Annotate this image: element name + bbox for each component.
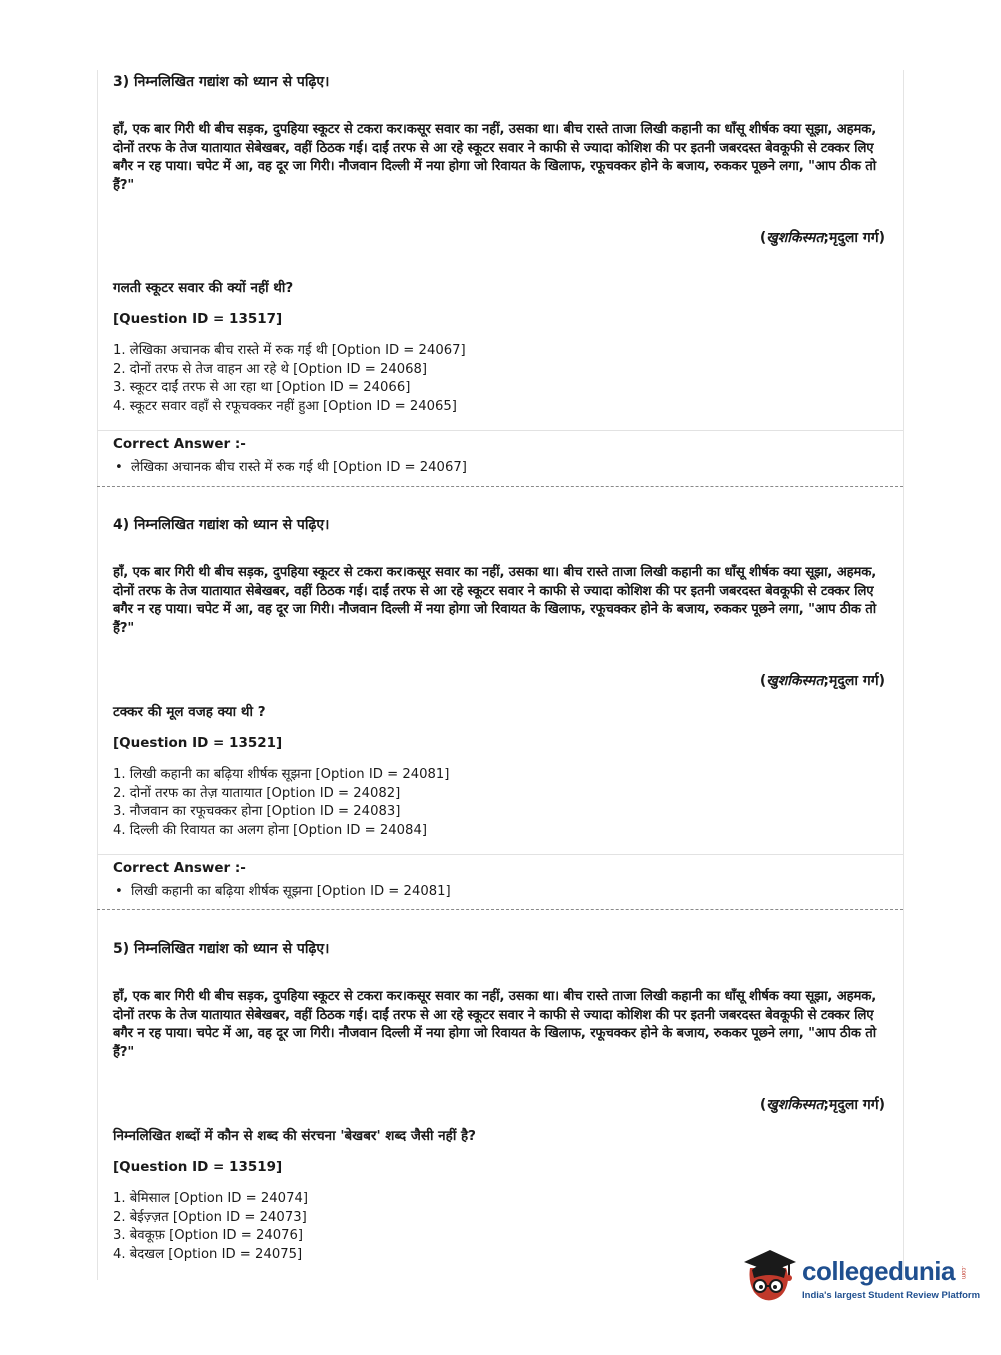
attribution-author: मृदुला गर्ग xyxy=(829,230,879,246)
question-id: [Question ID = 13519] xyxy=(113,1159,283,1175)
bullet-icon: • xyxy=(115,884,123,899)
attribution: (खुशकिस्मत;मृदुला गर्ग) xyxy=(759,673,885,689)
options-list xyxy=(113,1190,308,1264)
attribution-book: खुशकिस्मत xyxy=(766,673,824,689)
option-item: 1. बेमिसाल [Option ID = 24074] xyxy=(113,1191,308,1206)
option-item: 2. दोनों तरफ का तेज़ यातायात [Option ID = 24082] xyxy=(113,785,401,801)
question-heading: 4) निम्नलिखित गद्यांश को ध्यान से पढ़िए। xyxy=(113,517,330,533)
question-heading: 3) निम्नलिखित गद्यांश को ध्यान से पढ़िए। xyxy=(113,74,330,90)
question-text: टक्कर की मूल वजह क्या थी ? xyxy=(113,704,266,720)
correct-answer-item: • लिखी कहानी का बढ़िया शीर्षक सूझना [Option ID = 24081] xyxy=(115,884,451,899)
option-item: 3. स्कूटर दाईं तरफ से आ रहा था [Option ID = 24066] xyxy=(113,380,411,395)
attribution: (खुशकिस्मत;मृदुला गर्ग) xyxy=(759,1097,885,1113)
answer-divider xyxy=(97,430,903,431)
option-item: 2. दोनों तरफ से तेज वाहन आ रहे थे [Option ID = 24068] xyxy=(113,361,428,377)
question-heading: 5) निम्नलिखित गद्यांश को ध्यान से पढ़िए। xyxy=(113,941,330,957)
passage: हाँ, एक बार गिरी थी बीच सड़क, दुपहिया स्कूटर से टकरा कर।कसूर सवार का नहीं, उसका था। बीच रास्ते ताजा लिखी कहानी का धाँसू शीर्षक क्या सूझा, अहमक, दोनों तरफ के तेज यातायात सेबेखबर, वहीं ठिठक गई। दाईं तरफ से आ रहे स्कूटर सवार ने काफी से ज्यादा कोशिश की पर इतनी जबरदस्त बेवकूफी से टक्कर लिए बगैर न रह पाया। चपेट में आ, वह दूर जा गिरी। नौजवान दिल्ली में नया होगा जो रिवायत के खिलाफ, रफूचक्कर होने के बजाय, रुककर पूछने लगा, "आप ठीक तो हैं?" xyxy=(113,989,877,1060)
question-id: [Question ID = 13517] xyxy=(113,311,283,327)
option-item: 4. दिल्ली की रिवायत का अलग होना [Option ID = 24084] xyxy=(113,822,427,838)
attribution-book: खुशकिस्मत xyxy=(766,1097,824,1113)
correct-answer-label: Correct Answer :- xyxy=(113,860,246,876)
question-divider xyxy=(97,909,903,910)
logo-wordmark: collegedunia xyxy=(802,1256,955,1286)
mascot-graduate-icon xyxy=(740,1248,800,1310)
passage: हाँ, एक बार गिरी थी बीच सड़क, दुपहिया स्कूटर से टकरा कर।कसूर सवार का नहीं, उसका था। बीच रास्ते ताजा लिखी कहानी का धाँसू शीर्षक क्या सूझा, अहमक, दोनों तरफ के तेज यातायात सेबेखबर, वहीं ठिठक गई। दाईं तरफ से आ रहे स्कूटर सवार ने काफी से ज्यादा कोशिश की पर इतनी जबरदस्त बेवकूफी से टक्कर लिए बगैर न रह पाया। चपेट में आ, वह दूर जा गिरी। नौजवान दिल्ली में नया होगा जो रिवायत के खिलाफ, रफूचक्कर होने के बजाय, रुककर पूछने लगा, "आप ठीक तो हैं?" xyxy=(113,122,877,193)
question-divider xyxy=(97,486,903,487)
correct-answer-item: • लेखिका अचानक बीच रास्ते में रुक गई थी [Option ID = 24067] xyxy=(115,460,467,475)
attribution-book: खुशकिस्मत xyxy=(766,230,824,246)
option-item: 3. बेवकूफ़ [Option ID = 24076] xyxy=(113,1228,304,1243)
logo-domain: .com xyxy=(960,1266,966,1280)
logo-tagline: India's largest Student Review Platform xyxy=(802,1290,981,1301)
options-list xyxy=(113,342,466,416)
option-item: 4. स्कूटर सवार वहाँ से रफूचक्कर नहीं हुआ [Option ID = 24065] xyxy=(113,398,457,414)
bullet-icon: • xyxy=(115,460,123,475)
options-list xyxy=(113,766,449,840)
option-item: 4. बेदखल [Option ID = 24075] xyxy=(113,1246,303,1262)
attribution-author: मृदुला गर्ग xyxy=(829,673,879,689)
correct-answer-label: Correct Answer :- xyxy=(113,436,246,452)
option-item: 3. नौजवान का रफूचक्कर होना [Option ID = 24083] xyxy=(113,804,401,819)
question-text: निम्नलिखित शब्दों में कौन से शब्द की संरचना 'बेखबर' शब्द जैसी नहीं है? xyxy=(113,1128,477,1144)
attribution-author: मृदुला गर्ग xyxy=(829,1097,879,1113)
answer-divider xyxy=(97,854,903,855)
passage: हाँ, एक बार गिरी थी बीच सड़क, दुपहिया स्कूटर से टकरा कर।कसूर सवार का नहीं, उसका था। बीच रास्ते ताजा लिखी कहानी का धाँसू शीर्षक क्या सूझा, अहमक, दोनों तरफ के तेज यातायात सेबेखबर, वहीं ठिठक गई। दाईं तरफ से आ रहे स्कूटर सवार ने काफी से ज्यादा कोशिश की पर इतनी जबरदस्त बेवकूफी से टक्कर लिए बगैर न रह पाया। चपेट में आ, वह दूर जा गिरी। नौजवान दिल्ली में नया होगा जो रिवायत के खिलाफ, रफूचक्कर होने के बजाय, रुककर पूछने लगा, "आप ठीक तो हैं?" xyxy=(113,565,877,636)
option-item: 2. बेईज़्ज़त [Option ID = 24073] xyxy=(113,1209,307,1225)
collegedunia-logo xyxy=(740,1248,981,1308)
question-id: [Question ID = 13521] xyxy=(113,735,283,751)
question-text: गलती स्कूटर सवार की क्यों नहीं थी? xyxy=(113,280,294,296)
option-item: 1. लिखी कहानी का बढ़िया शीर्षक सूझना [Option ID = 24081] xyxy=(113,767,450,782)
option-item: 1. लेखिका अचानक बीच रास्ते में रुक गई थी [Option ID = 24067] xyxy=(113,343,466,358)
attribution: (खुशकिस्मत;मृदुला गर्ग) xyxy=(759,230,885,246)
